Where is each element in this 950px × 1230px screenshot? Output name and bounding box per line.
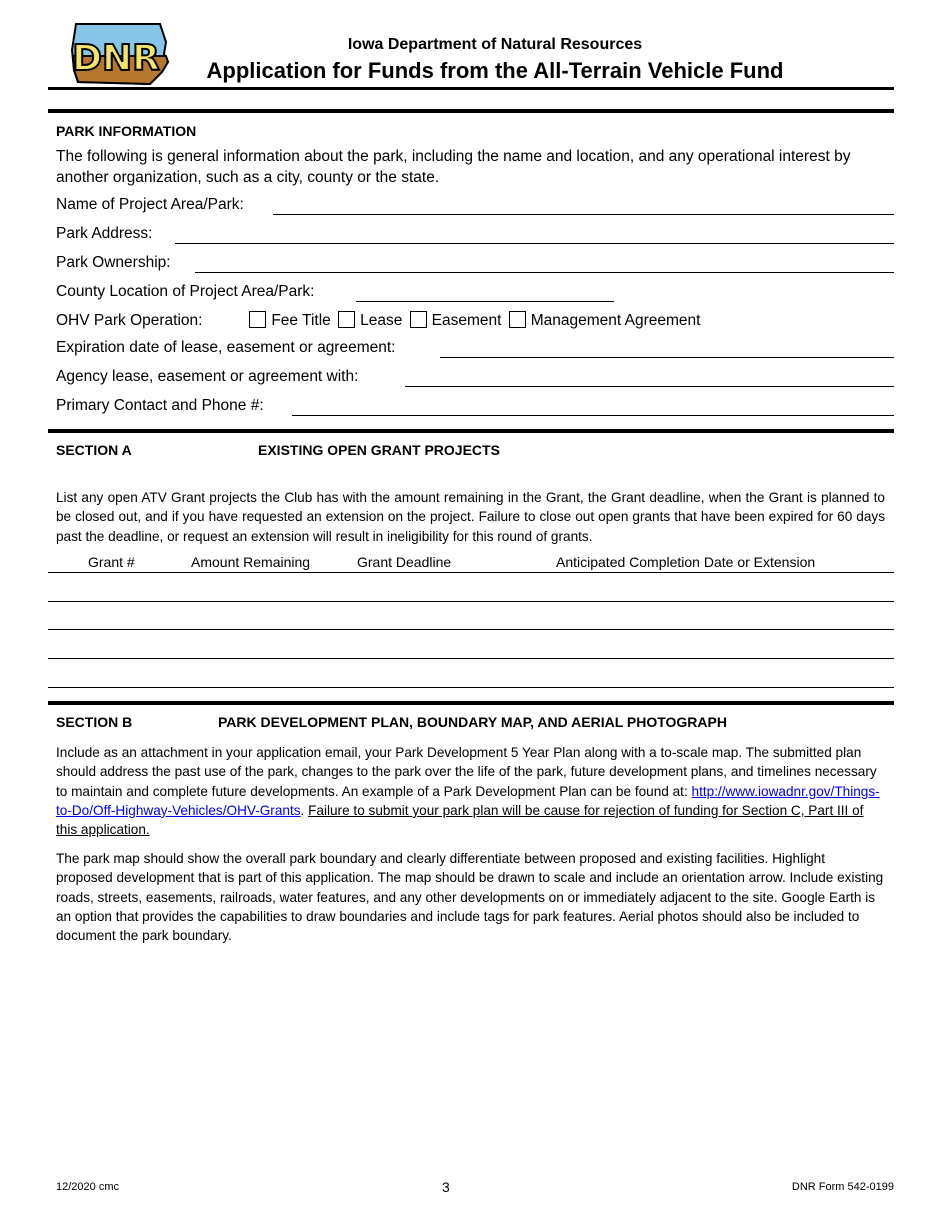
park-name-field[interactable] xyxy=(273,214,894,215)
primary-contact-field[interactable] xyxy=(292,415,894,416)
grant-table-row[interactable] xyxy=(48,629,894,630)
rejection-warning: Failure to submit your park plan will be cause for rejection of funding for Section C, Part III of this application. xyxy=(56,802,864,838)
county-location-label: County Location of Project Area/Park: xyxy=(56,283,315,300)
agency-agreement-field[interactable] xyxy=(405,386,894,387)
ohv-operation-row xyxy=(56,311,700,330)
grant-table-row[interactable] xyxy=(48,601,894,602)
easement-checkbox[interactable] xyxy=(410,311,427,328)
park-name-label: Name of Project Area/Park: xyxy=(56,196,244,213)
management-agreement-label: Management Agreement xyxy=(530,312,701,329)
section-b-p1-period: . xyxy=(300,802,305,818)
form-number: DNR Form 542-0199 xyxy=(791,1181,894,1193)
section-b-p1-text: Include as an attachment in your application email, your Park Development 5 Year Plan along with a to-scale map. The submitted plan should address the past use of the park, changes to the park over the life of the park, future development plans, and timelines necessary to maintain and complete future developments. An example of a Park Development Plan can be found at: xyxy=(56,745,877,799)
county-location-field[interactable] xyxy=(356,301,614,302)
col-completion-date: Anticipated Completion Date or Extension xyxy=(556,554,816,570)
title-rule xyxy=(48,87,894,90)
primary-contact-label: Primary Contact and Phone #: xyxy=(56,397,264,414)
grant-table-row[interactable] xyxy=(48,658,894,659)
park-address-label: Park Address: xyxy=(56,225,153,242)
section-a-title: EXISTING OPEN GRANT PROJECTS xyxy=(258,442,500,458)
section-b-label: SECTION B xyxy=(56,714,133,730)
page-number: 3 xyxy=(442,1179,450,1195)
agency-name: Iowa Department of Natural Resources xyxy=(347,36,643,53)
expiration-date-field[interactable] xyxy=(440,357,894,358)
lease-checkbox[interactable] xyxy=(338,311,355,328)
section-a-top-rule xyxy=(48,429,894,433)
park-info-heading: PARK INFORMATION xyxy=(56,123,197,139)
section-a-instructions: List any open ATV Grant projects the Club has with the amount remaining in the Grant, the Grant deadline, when the Grant is planned to be closed out, and if you have requested an extension on the project. Failure to close out open grants that have been expired for 60 days past the deadline, or request an extension will result in ineligibility for this round of grants. xyxy=(56,490,885,544)
grant-table-row[interactable] xyxy=(48,687,894,688)
col-grant-deadline: Grant Deadline xyxy=(357,554,452,570)
grant-table-header-line xyxy=(48,572,894,573)
fee-title-label: Fee Title xyxy=(271,312,331,329)
ohv-grants-link[interactable]: http://www.iowadnr.gov/Things-to-Do/Off-Highway-Vehicles/OHV-Grants xyxy=(56,783,880,818)
section-b-title: PARK DEVELOPMENT PLAN, BOUNDARY MAP, AND AERIAL PHOTOGRAPH xyxy=(218,714,727,730)
park-ownership-label: Park Ownership: xyxy=(56,254,171,271)
agency-agreement-label: Agency lease, easement or agreement with: xyxy=(56,368,359,385)
footer-date: 12/2020 cmc xyxy=(56,1181,119,1193)
park-info-top-rule xyxy=(48,109,894,113)
section-b-top-rule xyxy=(48,701,894,705)
form-title: Application for Funds from the All-Terrain Vehicle Fund xyxy=(206,58,784,83)
park-address-field[interactable] xyxy=(175,243,894,244)
ohv-operation-label: OHV Park Operation: xyxy=(56,312,203,329)
section-a-label: SECTION A xyxy=(56,442,132,458)
col-grant-number: Grant # xyxy=(88,554,135,570)
lease-label: Lease xyxy=(360,312,403,329)
expiration-date-label: Expiration date of lease, easement or agreement: xyxy=(56,339,396,356)
col-amount-remaining: Amount Remaining xyxy=(191,554,311,570)
easement-label: Easement xyxy=(431,312,502,329)
fee-title-checkbox[interactable] xyxy=(249,311,266,328)
management-agreement-checkbox[interactable] xyxy=(509,311,526,328)
section-b-paragraph-1 xyxy=(56,743,885,839)
park-info-intro: The following is general information about the park, including the name and location, and any operational interest by another organization, such as a city, county or the state. xyxy=(56,148,851,186)
section-b-paragraph-2: The park map should show the overall park boundary and clearly differentiate between proposed and existing facilities. Highlight proposed development that is part of this application. The map should be drawn to scale and include an orientation arrow. Include existing roads, streets, easements, railroads, water features, and any other developments on or immediately adjacent to the site. Google Earth is an option that provides the capabilities to draw boundaries and include tags for park features. Aerial photos should also be included to document the park boundary. xyxy=(56,851,884,944)
park-ownership-field[interactable] xyxy=(195,272,894,273)
logo-lettering: DNR xyxy=(72,38,160,79)
